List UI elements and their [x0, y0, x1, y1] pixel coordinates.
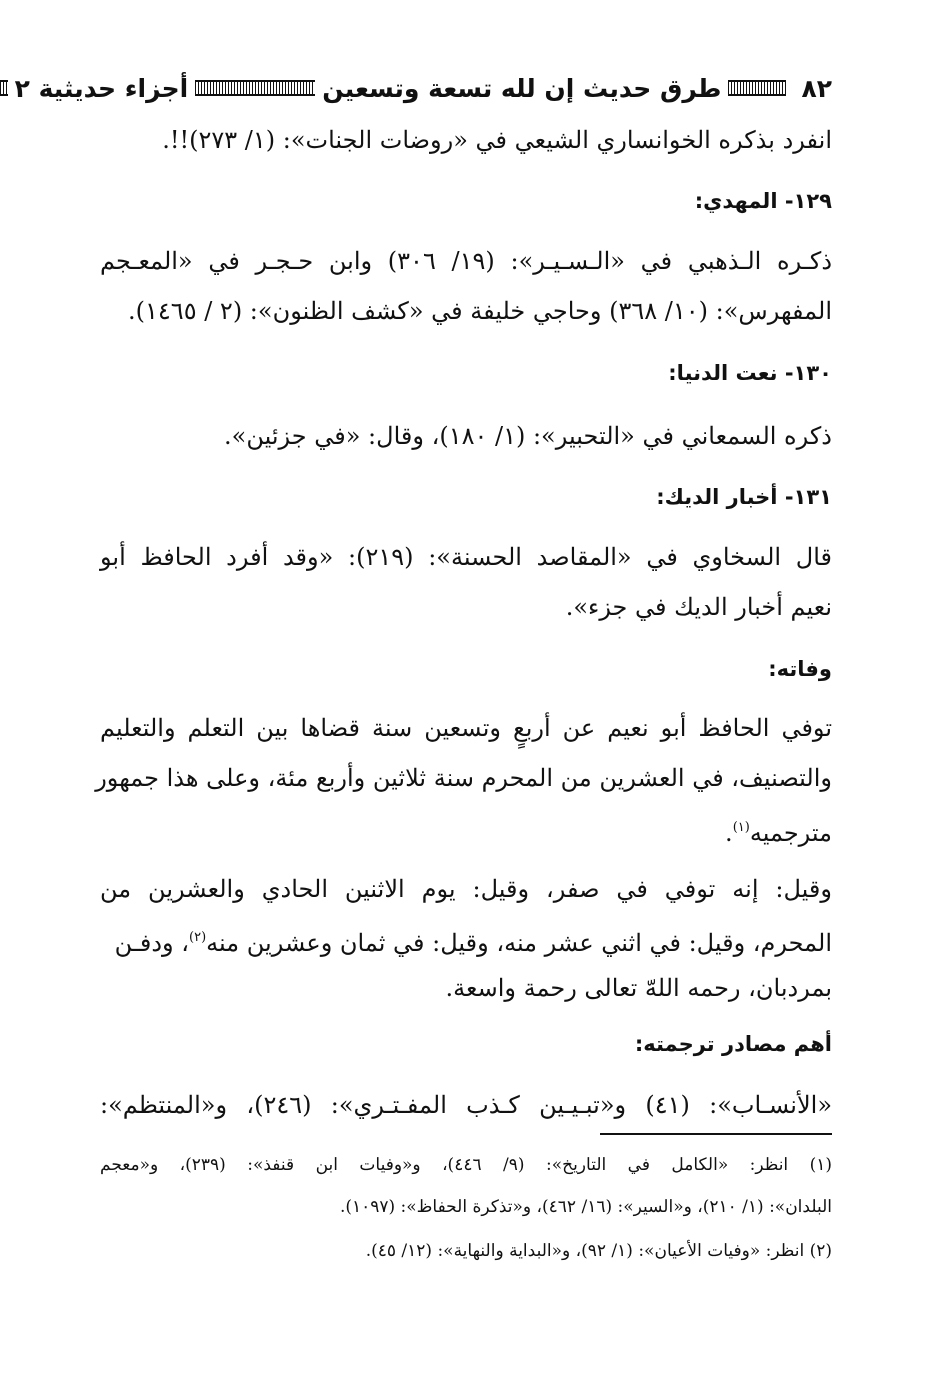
text-line: وقيل: إنه توفي في صفر، وقيل: يوم الاثنين الحادي والعشرين من [100, 875, 832, 903]
text-line: «الأنسـاب»: (٤١) و«تبـيـين كـذب المفـتـري»: (٢٤٦)، و«المنتظم»: [100, 1091, 832, 1119]
text-line: المفهرس»: (١٠/ ٣٦٨) وحاجي خليفة في «كشف الظنون»: (٢ / ١٤٦٥). [128, 297, 832, 325]
footnote-line: (١) انظر: «الكامل في التاريخ»: (٩/ ٤٤٦)، و«وفيات ابن قنفذ»: (٢٣٩)، و«معجم [100, 1155, 832, 1175]
section-heading-sources: أهم مصادر ترجمته: [634, 1032, 832, 1056]
page-number: ٨٢ [801, 73, 832, 103]
text-line: ذكره السمعاني في «التحبير»: (١/ ١٨٠)، وقال: «في جزئين». [224, 422, 832, 450]
text-line: نعيم أخبار الديك في جزء». [565, 593, 832, 621]
text-line: توفي الحافظ أبو نعيم عن أربعٍ وتسعين سنة قضاها بين التعلم والتعليم [100, 714, 832, 742]
series-title: أجزاء حديثية ٢ [14, 73, 189, 103]
section-heading-131: ١٣١- أخبار الديك: [656, 485, 832, 509]
section-heading-130: ١٣٠- نعت الدنيا: [668, 361, 832, 385]
footnote-line: (٢) انظر: «وفيات الأعيان»: (١/ ٩٢)، و«البداية والنهاية»: (١٢/ ٤٥). [365, 1241, 832, 1261]
text-line: انفرد بذكره الخوانساري الشيعي في «روضات الجنات»: (١/ ٢٧٣)!!. [162, 126, 832, 154]
text-segment: مترجميه [749, 819, 832, 847]
footnote-line: البلدان»: (١/ ٢١٠)، و«السير»: (١٦/ ٤٦٢)، و«تذكرة الحفاظ»: (١٠٩٧). [339, 1197, 832, 1217]
text-line: بمردبان، رحمه اللهّ تعالى رحمة واسعة. [445, 974, 832, 1002]
running-header [14, 66, 832, 110]
header-ornament [195, 80, 315, 96]
text-segment: ، ودفـن [114, 929, 190, 957]
text-segment: المحرم، وقيل: في اثني عشر منه، وقيل: في ثمان وعشرين منه [206, 929, 832, 957]
header-ornament [0, 80, 8, 96]
header-ornament [728, 80, 786, 96]
footnote-separator [600, 1133, 832, 1135]
text-segment: . [725, 819, 733, 847]
section-heading-129: ١٢٩- المهدي: [694, 189, 832, 213]
section-heading-death: وفاته: [768, 657, 832, 681]
text-line [115, 921, 832, 960]
text-line: قال السخاوي في «المقاصد الحسنة»: (٢١٩): «وقد أفرد الحافظ أبو [100, 543, 832, 571]
footnote-marker: (١) [732, 820, 750, 835]
text-line [725, 811, 832, 850]
footnote-marker: (٢) [189, 930, 207, 945]
text-line: والتصنيف، في العشرين من المحرم سنة ثلاثين وأربع مئة، وعلى هذا جمهور [95, 764, 832, 792]
book-title: طرق حديث إن لله تسعة وتسعين [322, 73, 722, 103]
text-line: ذكـره الـذهبي في «الـسـيـر»: (١٩/ ٣٠٦) وابن حـجـر في «المعـجم [100, 247, 833, 275]
